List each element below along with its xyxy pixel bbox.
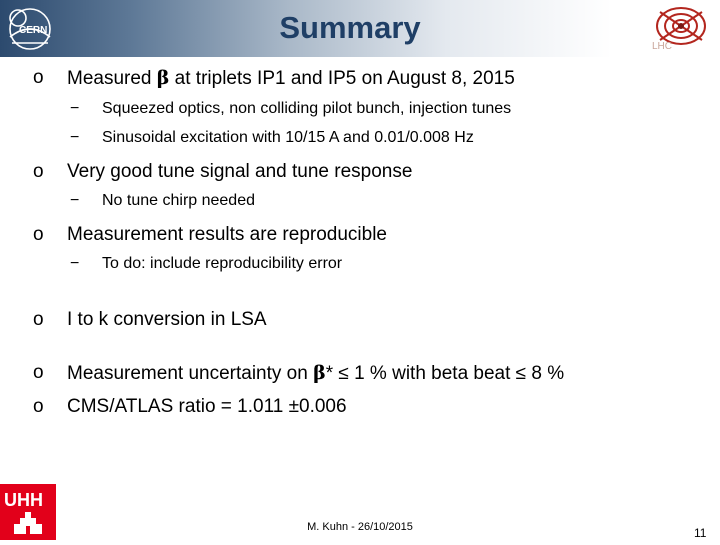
bullet-text: * ≤ 1 % with beta beat ≤ 8 % [325,363,565,384]
bullet-text: at triplets IP1 and IP5 on August 8, 2015 [169,68,515,89]
sub-bullet-marker: − [70,192,80,209]
bullet-i-to-k: I to k conversion in LSA [67,309,267,330]
bullet-reproducible: Measurement results are reproducible [67,224,387,245]
beta-symbol: β [156,67,170,89]
bullet-measured-beta [67,67,515,90]
lhc-label: LHC [652,41,673,52]
bullet-marker: o [33,224,44,245]
svg-text:UHH: UHH [4,490,43,510]
bullet-marker: o [33,396,44,417]
bullet-uncertainty [67,362,564,385]
page-number: 11 [694,526,707,540]
bullet-tune-signal: Very good tune signal and tune response [67,161,413,182]
svg-text:CERN: CERN [19,25,48,36]
sub-bullet-marker: − [70,129,80,146]
sub-bullet-sinusoidal-excitation: Sinusoidal excitation with 10/15 A and 0.01/0.008 Hz [102,129,474,146]
bullet-marker: o [33,309,44,330]
sub-bullet-squeezed-optics: Squeezed optics, non colliding pilot bunch, injection tunes [102,100,512,117]
bullet-marker: o [33,161,44,182]
slide-title: Summary [279,10,421,45]
bullet-marker: o [33,67,44,88]
bullet-text: Measurement uncertainty on [67,363,314,384]
bullet-cms-atlas-ratio: CMS/ATLAS ratio = 1.011 ±0.006 [67,396,347,417]
sub-bullet-marker: − [70,100,80,117]
sub-bullet-todo: To do: include reproducibility error [102,255,343,272]
sub-bullet-no-chirp: No tune chirp needed [102,192,255,209]
sub-bullet-marker: − [70,255,80,272]
beta-symbol: β [313,362,326,384]
bullet-marker: o [33,362,44,383]
bullet-text: Measured [67,68,157,89]
footer-author-date: M. Kuhn - 26/10/2015 [307,521,413,533]
